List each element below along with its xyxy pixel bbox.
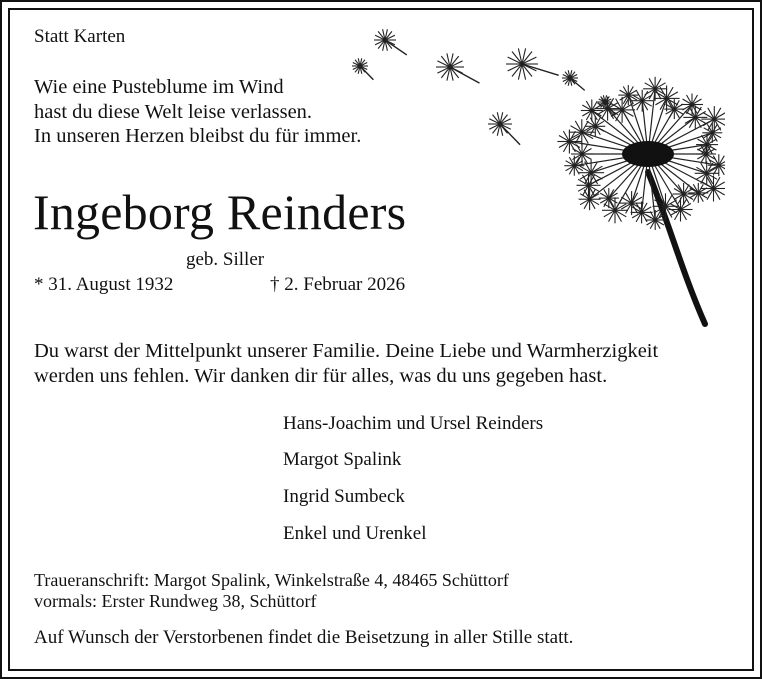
mourner-2: Margot Spalink [283,449,402,470]
message-line-1: Du warst der Mittelpunkt unserer Familie. Deine Liebe und Warmherzigkeit [34,340,659,362]
poem-line-1: Wie eine Pusteblume im Wind [34,76,284,98]
address-line-2: vormals: Erster Rundweg 38, Schüttorf [34,591,317,611]
message-line-2: werden uns fehlen. Wir danken dir für alles, was du uns gegeben hast. [34,365,608,387]
death-date: † 2. Februar 2026 [270,274,406,295]
mourner-1: Hans-Joachim und Ursel Reinders [283,413,544,434]
poem-line-3: In unseren Herzen bleibst du für immer. [34,125,362,147]
maiden-name: geb. Siller [186,249,265,270]
header-label: Statt Karten [34,26,126,47]
deceased-name: Ingeborg Reinders [33,184,407,240]
address-line-1: Traueranschrift: Margot Spalink, Winkelstraße 4, 48465 Schüttorf [34,570,509,590]
mourner-3: Ingrid Sumbeck [283,486,405,507]
closing-note: Auf Wunsch der Verstorbenen findet die Beisetzung in aller Stille statt. [34,627,574,648]
birth-date: * 31. August 1932 [34,274,174,295]
dandelion-icon [330,22,725,327]
poem-line-2: hast du diese Welt leise verlassen. [34,101,313,123]
mourner-4: Enkel und Urenkel [283,523,427,544]
